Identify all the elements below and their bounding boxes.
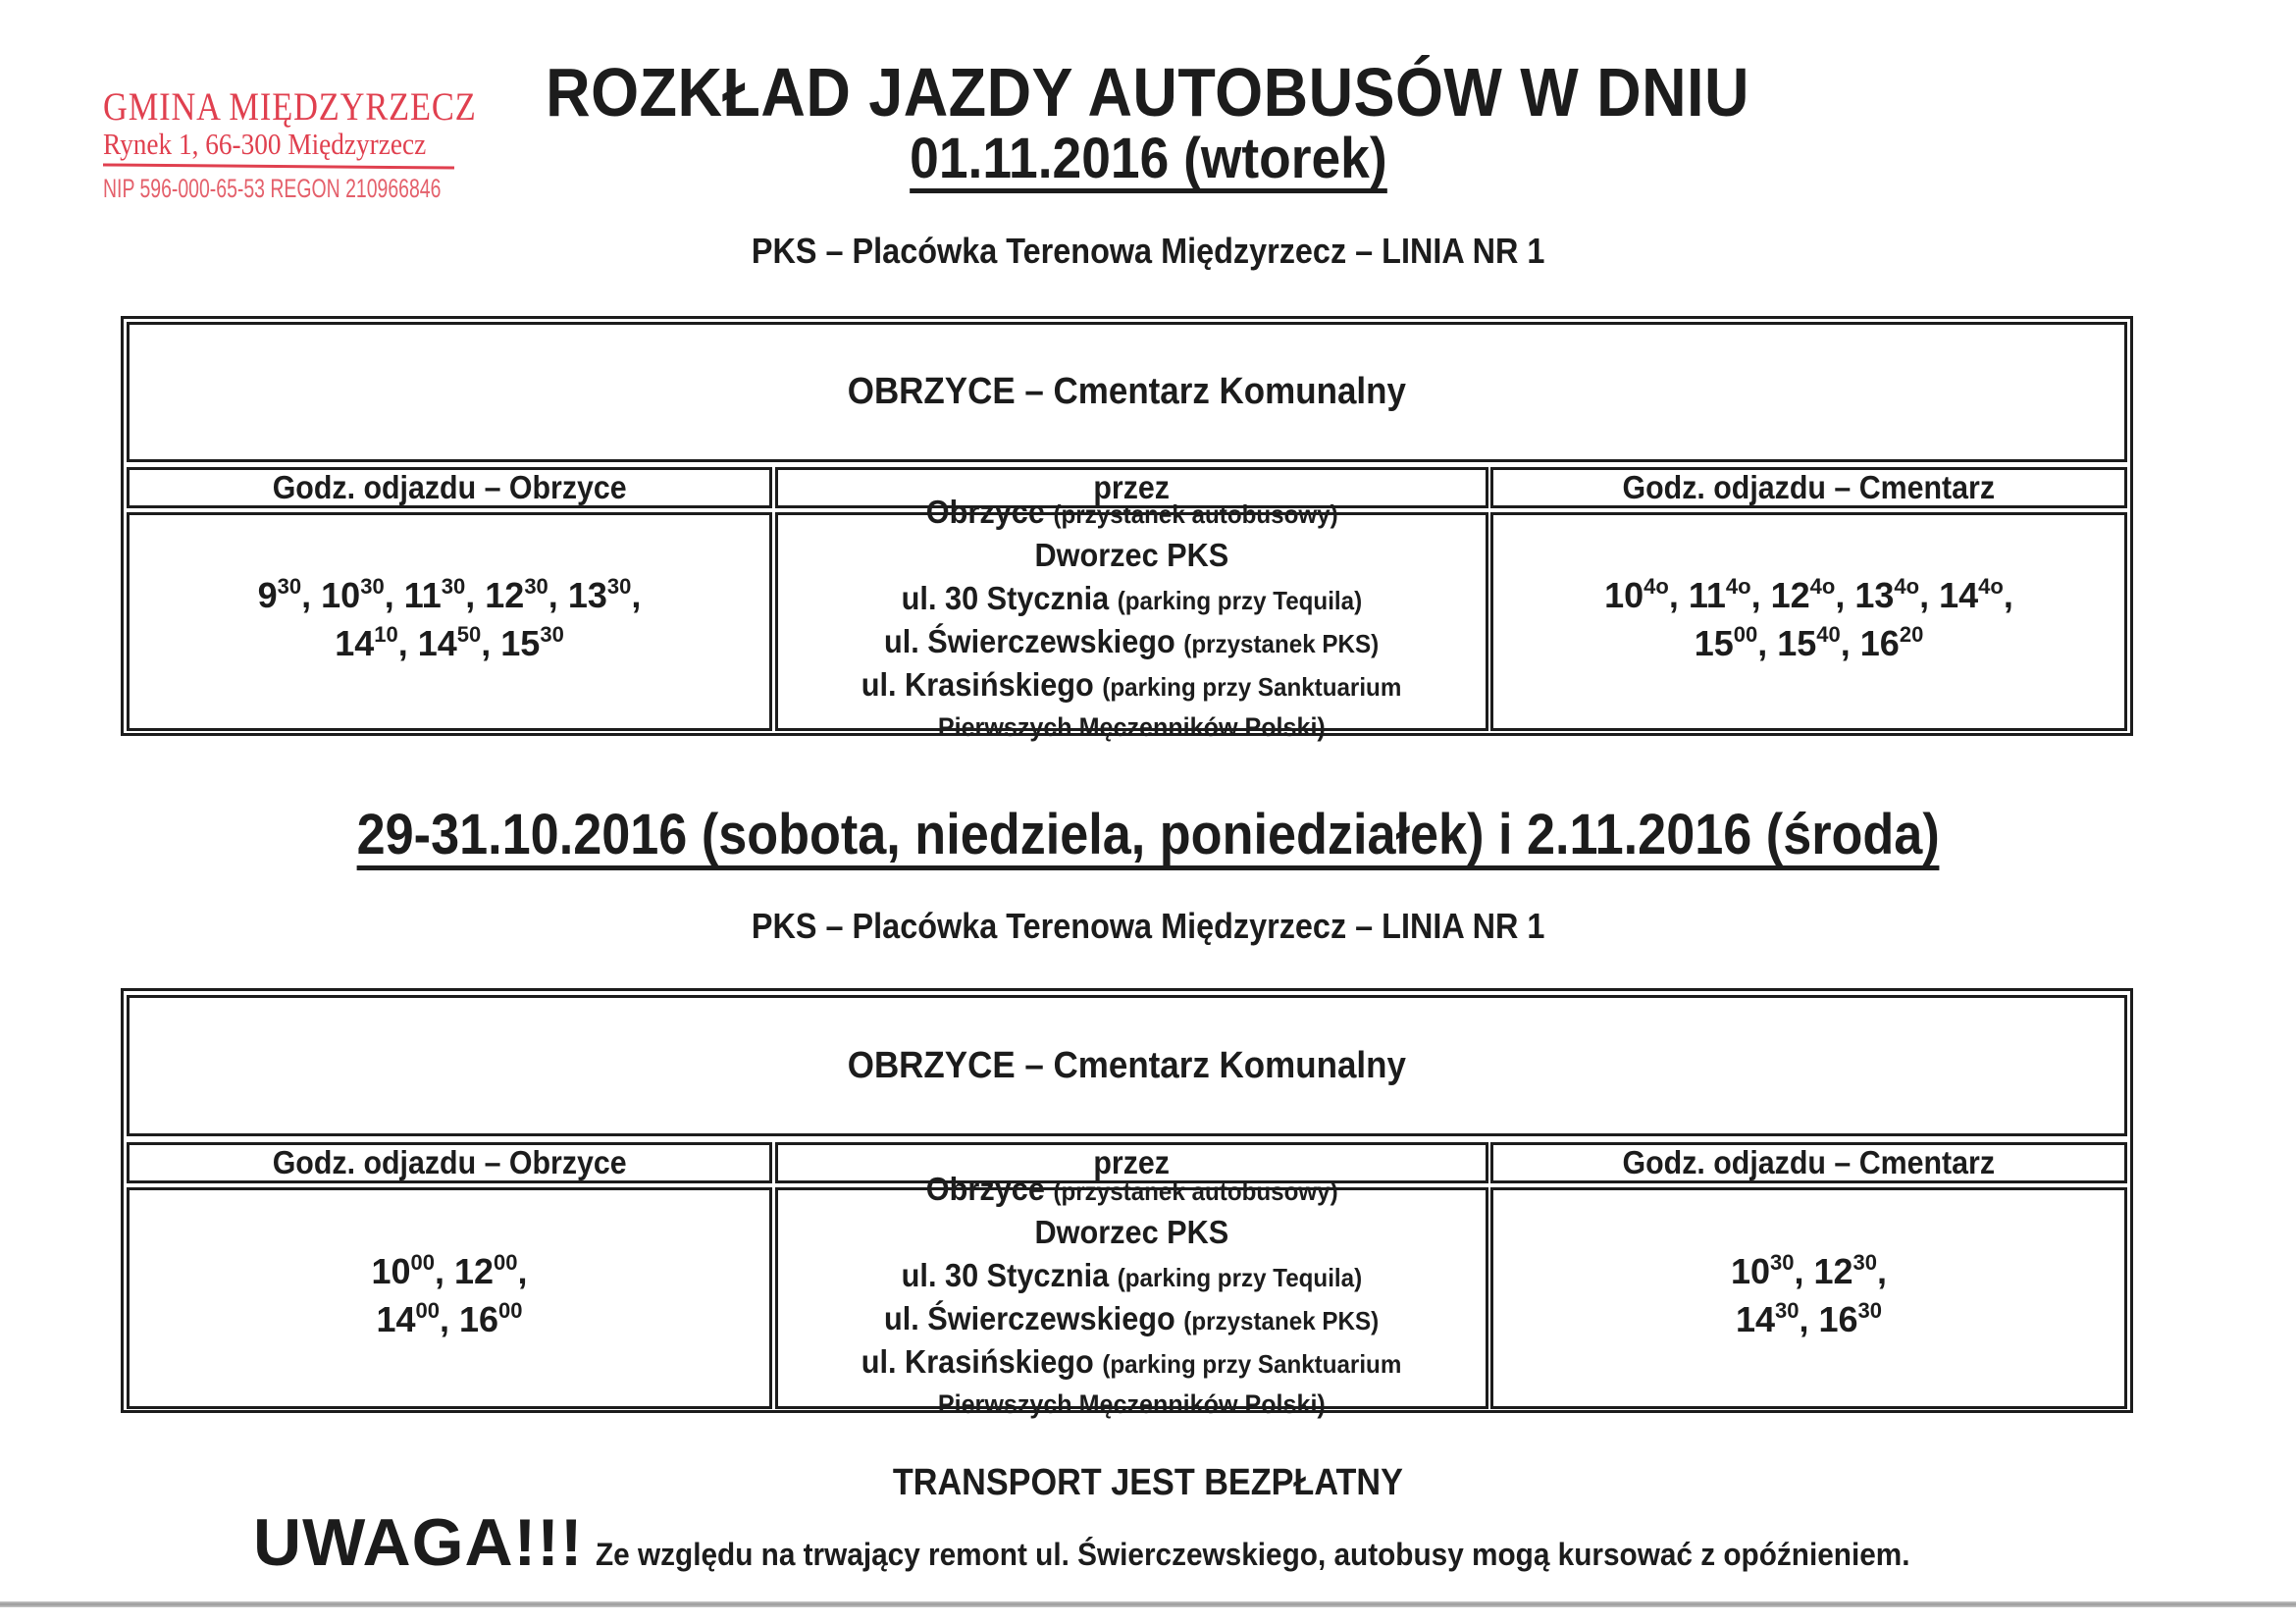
time-hour: 12 — [485, 574, 525, 615]
departure-time — [500, 623, 564, 663]
time-hour: 11 — [403, 574, 442, 615]
stop-name: Dworzec PKS — [1034, 537, 1229, 573]
time-minutes: 00 — [415, 1298, 440, 1323]
time-minutes: 20 — [1899, 621, 1924, 647]
time-minutes: 00 — [410, 1250, 435, 1275]
stop-name: ul. 30 Stycznia — [901, 580, 1118, 616]
time-minutes: 30 — [1775, 1298, 1800, 1323]
time-row — [1695, 622, 1924, 670]
time-hour: 14 — [1735, 1299, 1775, 1339]
section-2-dates-text: 29-31.10.2016 (sobota, niedziela, poniedziałek) i 2.11.2016 (środa) — [356, 806, 1939, 870]
separator: , — [1877, 1251, 1888, 1291]
separator: , — [517, 1251, 528, 1291]
column-header-text: Godz. odjazdu – Cmentarz — [1622, 1144, 1996, 1180]
departure-time — [1689, 575, 1751, 615]
time-hour: 14 — [417, 622, 457, 663]
time-minutes: 10 — [374, 621, 398, 647]
stamp-tax-ids: NIP 596-000-65-53 REGON 210966846 — [103, 174, 442, 203]
departure-time — [1695, 623, 1758, 663]
time-row — [1731, 1250, 1887, 1298]
time-hour: 16 — [1818, 1299, 1858, 1339]
separator: , — [1668, 574, 1689, 615]
separator: , — [301, 574, 322, 615]
via-stop — [865, 623, 1397, 666]
time-hour: 14 — [376, 1299, 416, 1339]
separator: , — [434, 1251, 454, 1291]
time-minutes: 4o — [1894, 573, 1920, 599]
stop-name: Obrzyce — [925, 494, 1054, 530]
time-hour: 10 — [371, 1251, 411, 1291]
via-stop — [841, 1343, 1422, 1387]
time-minutes: 30 — [1770, 1250, 1795, 1275]
operator-text: PKS – Placówka Terenowa Międzyrzecz – LINIA NR 1 — [751, 231, 1545, 271]
column-header-text: Godz. odjazdu – Cmentarz — [1622, 469, 1996, 505]
time-minutes: 4o — [1725, 573, 1751, 599]
departures-obrzyce-cell — [127, 1187, 772, 1409]
time-minutes: 4o — [1809, 573, 1836, 599]
time-hour: 15 — [1694, 622, 1734, 663]
time-minutes: 30 — [441, 573, 466, 599]
time-minutes: 30 — [1857, 1298, 1883, 1323]
time-hour: 16 — [1859, 622, 1900, 663]
time-hour: 10 — [1730, 1251, 1770, 1291]
via-stop — [841, 666, 1422, 709]
free-transport-text: TRANSPORT JEST BEZPŁATNY — [892, 1462, 1404, 1503]
stop-note: Pierwszych Męczenników Polski) — [938, 712, 1326, 742]
stamp-name: GMINA MIĘDZYRZECZ — [103, 84, 477, 129]
separator: , — [1840, 622, 1860, 663]
departure-time — [1939, 575, 2004, 615]
column-header-cmentarz — [1490, 467, 2127, 508]
stop-note: (parking przy Tequila) — [1117, 1262, 1363, 1292]
departure-time — [321, 575, 385, 615]
time-hour: 13 — [1854, 574, 1895, 615]
time-minutes: 50 — [456, 621, 482, 647]
separator: , — [1919, 574, 1940, 615]
document-title-text: ROZKŁAD JAZDY AUTOBUSÓW W DNIU — [546, 54, 1750, 131]
time-hour: 9 — [257, 574, 278, 615]
stop-name: ul. Krasińskiego — [861, 1342, 1103, 1380]
time-minutes: 30 — [360, 573, 385, 599]
departure-time — [258, 575, 302, 615]
time-hour: 14 — [335, 622, 375, 663]
separator: , — [631, 574, 642, 615]
departure-time — [1814, 1251, 1878, 1291]
departures-cmentarz-cell — [1490, 512, 2127, 731]
time-minutes: 00 — [498, 1298, 523, 1323]
departures-cmentarz-cell — [1490, 1187, 2127, 1409]
time-hour: 15 — [1777, 622, 1817, 663]
separator: , — [439, 1299, 459, 1339]
via-stop — [884, 580, 1380, 623]
stop-name: ul. Krasińskiego — [861, 666, 1103, 703]
time-hour: 16 — [459, 1299, 499, 1339]
separator: , — [397, 622, 418, 663]
time-row — [335, 622, 564, 670]
via-stop — [923, 1387, 1340, 1427]
time-row — [371, 1250, 527, 1298]
schedule-date-text: 01.11.2016 (wtorek) — [910, 131, 1386, 193]
departure-time — [371, 1251, 435, 1291]
time-minutes: 30 — [524, 573, 548, 599]
via-stop — [1027, 537, 1236, 580]
stop-name: ul. 30 Stycznia — [901, 1256, 1118, 1293]
warning-notice — [253, 1507, 2009, 1590]
stop-name: Obrzyce — [925, 1170, 1054, 1207]
stop-note: (przystanek PKS) — [1183, 629, 1380, 658]
time-hour: 13 — [567, 574, 607, 615]
time-minutes: 00 — [494, 1250, 518, 1275]
time-hour: 12 — [1813, 1251, 1853, 1291]
stop-note: (przystanek PKS) — [1183, 1305, 1380, 1335]
time-minutes: 4o — [1644, 573, 1669, 599]
departure-time — [459, 1299, 523, 1339]
time-row — [1736, 1298, 1882, 1346]
departure-time — [418, 623, 482, 663]
separator: , — [1794, 1251, 1814, 1291]
stop-note: (przystanek autobusowy) — [1053, 1176, 1338, 1206]
column-header-text: Godz. odjazdu – Obrzyce — [272, 1144, 627, 1180]
departure-time — [454, 1251, 518, 1291]
departure-time — [1731, 1251, 1795, 1291]
departures-obrzyce-cell — [127, 512, 772, 731]
departure-time — [568, 575, 632, 615]
route-title-cell — [127, 322, 2127, 462]
departure-time — [1777, 623, 1841, 663]
stop-name: ul. Świerczewskiego — [884, 1299, 1184, 1336]
time-minutes: 00 — [1733, 621, 1758, 647]
operator-line-1 — [0, 232, 2296, 271]
stop-note: Pierwszych Męczenników Polski) — [938, 1388, 1326, 1419]
section-2-dates — [0, 803, 2296, 870]
column-header-obrzyce — [127, 467, 772, 508]
schedule-date — [0, 126, 2296, 193]
time-minutes: 30 — [606, 573, 632, 599]
separator: , — [1835, 574, 1855, 615]
route-title: OBRZYCE – Cmentarz Komunalny — [847, 1044, 1407, 1086]
warning-label: UWAGA!!! — [253, 1505, 584, 1580]
time-row — [258, 574, 642, 622]
time-row — [376, 1298, 522, 1346]
via-stops-cell — [775, 494, 1488, 742]
column-header-cmentarz — [1490, 1142, 2127, 1183]
operator-line-2 — [0, 907, 2296, 946]
separator: , — [1757, 622, 1778, 663]
via-stop — [865, 1300, 1397, 1343]
time-hour: 10 — [1604, 574, 1644, 615]
separator: , — [1750, 574, 1771, 615]
departure-time — [404, 575, 466, 615]
warning-text: Ze względu na trwający remont ul. Świerczewskiego, autobusy mogą kursować z opóźnieniem. — [595, 1537, 1910, 1572]
departure-time — [1819, 1299, 1883, 1339]
time-minutes: 30 — [1852, 1250, 1878, 1275]
operator-text: PKS – Placówka Terenowa Międzyrzecz – LINIA NR 1 — [751, 906, 1545, 946]
schedule-table-2 — [121, 988, 2133, 1419]
stop-note: (przystanek autobusowy) — [1053, 499, 1338, 529]
departure-time — [1854, 575, 1919, 615]
via-stop — [911, 1171, 1353, 1214]
column-header-text: Godz. odjazdu – Obrzyce — [272, 469, 627, 505]
via-stops-cell — [775, 1170, 1488, 1419]
departure-time — [376, 1299, 440, 1339]
via-stop — [1027, 1214, 1236, 1257]
via-stop — [923, 709, 1340, 750]
time-minutes: 4o — [1978, 573, 2004, 599]
departure-time — [1860, 623, 1924, 663]
time-hour: 15 — [500, 622, 541, 663]
column-header-text: przez — [1093, 469, 1171, 505]
departure-time — [1604, 575, 1669, 615]
separator: , — [1799, 1299, 1819, 1339]
document-title — [0, 53, 2296, 131]
time-hour: 10 — [321, 574, 361, 615]
stop-note: (parking przy Tequila) — [1117, 586, 1363, 615]
time-minutes: 40 — [1816, 621, 1841, 647]
stamp-address: Rynek 1, 66-300 Międzyrzecz — [103, 127, 427, 161]
free-transport-notice — [0, 1461, 2296, 1504]
separator: , — [465, 574, 486, 615]
time-minutes: 30 — [540, 621, 564, 647]
stop-note: (parking przy Sanktuarium — [1102, 672, 1402, 702]
separator: , — [2003, 574, 2013, 615]
time-hour: 14 — [1939, 574, 1979, 615]
column-header-text: przez — [1093, 1144, 1171, 1180]
departure-time — [1771, 575, 1836, 615]
separator: , — [384, 574, 404, 615]
time-hour: 12 — [454, 1251, 495, 1291]
route-title: OBRZYCE – Cmentarz Komunalny — [847, 371, 1407, 412]
stop-name: ul. Świerczewskiego — [884, 623, 1184, 659]
time-minutes: 30 — [277, 573, 302, 599]
route-title-cell — [127, 995, 2127, 1136]
departure-time — [335, 623, 398, 663]
stop-note: (parking przy Sanktuarium — [1102, 1348, 1402, 1379]
schedule-table-1 — [121, 316, 2133, 742]
scan-edge-line — [0, 1601, 2296, 1607]
separator: , — [548, 574, 568, 615]
via-stop — [884, 1257, 1380, 1300]
stop-name: Dworzec PKS — [1034, 1213, 1229, 1250]
time-hour: 11 — [1688, 574, 1726, 615]
departure-time — [485, 575, 548, 615]
time-hour: 12 — [1770, 574, 1810, 615]
separator: , — [481, 622, 501, 663]
column-header-obrzyce — [127, 1142, 772, 1183]
departure-time — [1736, 1299, 1800, 1339]
via-stop — [911, 494, 1353, 537]
time-row — [1604, 574, 2013, 622]
